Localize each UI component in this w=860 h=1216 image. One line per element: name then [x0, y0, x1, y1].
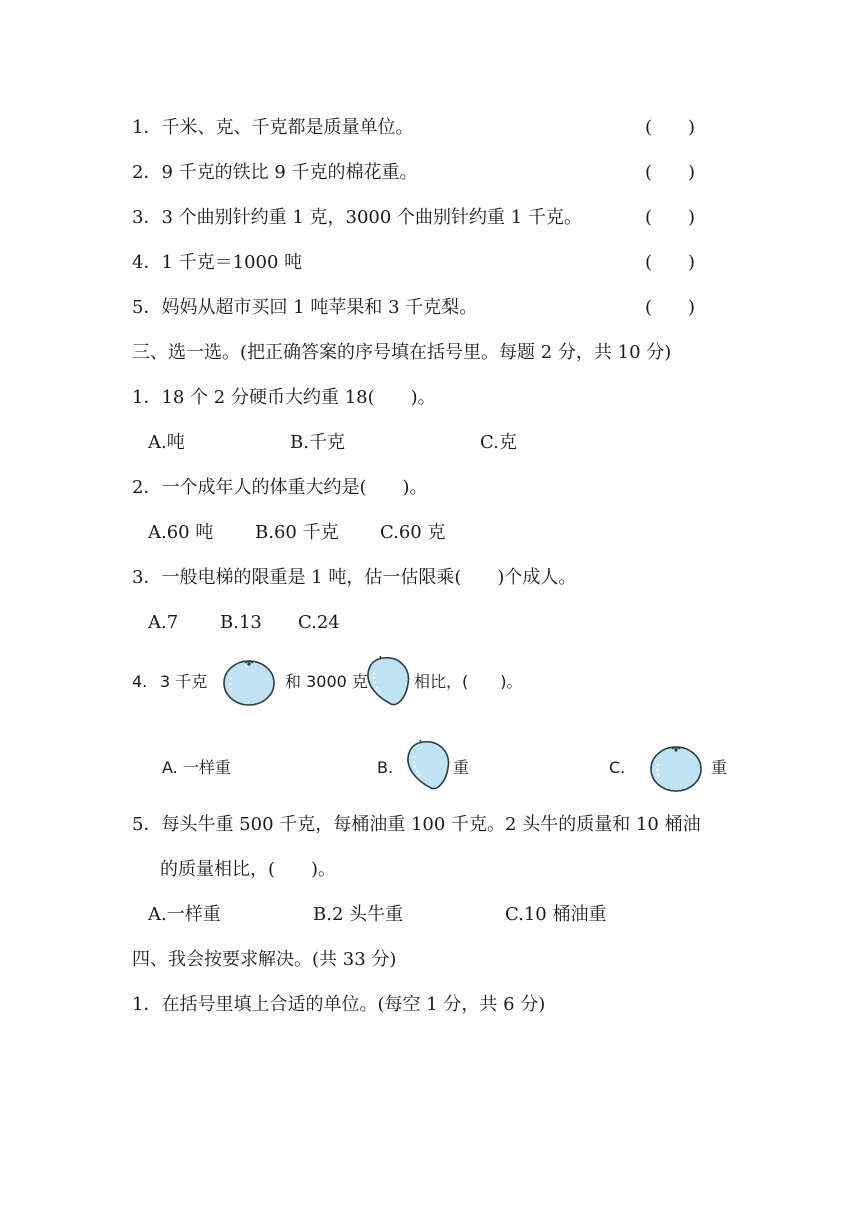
choice-question-2: 2．一个成年人的体重大约是( )。 — [132, 477, 428, 498]
section-4-question-1: 1．在括号里填上合适的单位。(每空 1 分，共 6 分) — [132, 994, 546, 1015]
q5-option-c[interactable]: C.10 桶油重 — [505, 904, 607, 925]
q4-number: 4. — [132, 672, 148, 691]
q4-option-b-tail: 重 — [453, 758, 470, 777]
choice-question-3: 3．一般电梯的限重是 1 吨，估一估限乘( )个成人。 — [132, 567, 577, 588]
q4-text-part1: 3 千克 — [160, 672, 208, 691]
q4-option-c-tail: 重 — [711, 758, 728, 777]
q2-option-b[interactable]: B.60 千克 — [255, 522, 339, 543]
orange-icon — [221, 656, 277, 708]
choice-question-5-line1: 5．每头牛重 500 千克，每桶油重 100 千克。2 头牛的质量和 10 桶油 — [132, 814, 701, 835]
q4-option-b-label[interactable]: B. — [377, 758, 394, 777]
answer-paren-3[interactable]: ( ) — [645, 207, 696, 228]
q2-option-c[interactable]: C.60 克 — [380, 522, 446, 543]
orange-icon — [648, 742, 704, 794]
judge-question-5: 5．妈妈从超市买回 1 吨苹果和 3 千克梨。 — [132, 297, 478, 318]
section-4-title: 四、我会按要求解决。(共 33 分) — [132, 949, 397, 970]
q4-text-part3: 相比，( )。 — [414, 672, 523, 691]
section-3-title: 三、选一选。(把正确答案的序号填在括号里。每题 2 分，共 10 分) — [132, 342, 672, 363]
q1-option-a[interactable]: A.吨 — [148, 432, 185, 453]
answer-paren-1[interactable]: ( ) — [645, 117, 696, 138]
q5-option-b[interactable]: B.2 头牛重 — [313, 904, 404, 925]
q3-option-c[interactable]: C.24 — [298, 612, 340, 633]
q1-option-b[interactable]: B.千克 — [290, 432, 345, 453]
choice-question-1: 1．18 个 2 分硬币大约重 18( )。 — [132, 387, 436, 408]
mango-icon — [365, 654, 413, 710]
choice-question-5-line2: 的质量相比，( )。 — [160, 859, 337, 880]
answer-paren-2[interactable]: ( ) — [645, 162, 696, 183]
q3-option-a[interactable]: A.7 — [148, 612, 179, 633]
q2-option-a[interactable]: A.60 吨 — [148, 522, 214, 543]
q3-option-b[interactable]: B.13 — [220, 612, 262, 633]
q4-option-c-label[interactable]: C. — [609, 758, 626, 777]
q1-option-c[interactable]: C.克 — [480, 432, 517, 453]
answer-paren-5[interactable]: ( ) — [645, 297, 696, 318]
judge-question-2: 2．9 千克的铁比 9 千克的棉花重。 — [132, 162, 418, 183]
q5-option-a[interactable]: A.一样重 — [148, 904, 221, 925]
judge-question-1: 1．千米、克、千克都是质量单位。 — [132, 117, 414, 138]
q4-option-a[interactable]: A. 一样重 — [162, 758, 231, 777]
judge-question-3: 3．3 个曲别针约重 1 克，3000 个曲别针约重 1 千克。 — [132, 207, 582, 228]
q4-text-part2: 和 3000 克 — [285, 672, 368, 691]
answer-paren-4[interactable]: ( ) — [645, 252, 696, 273]
mango-icon — [405, 738, 453, 794]
judge-question-4: 4．1 千克＝1000 吨 — [132, 252, 303, 273]
